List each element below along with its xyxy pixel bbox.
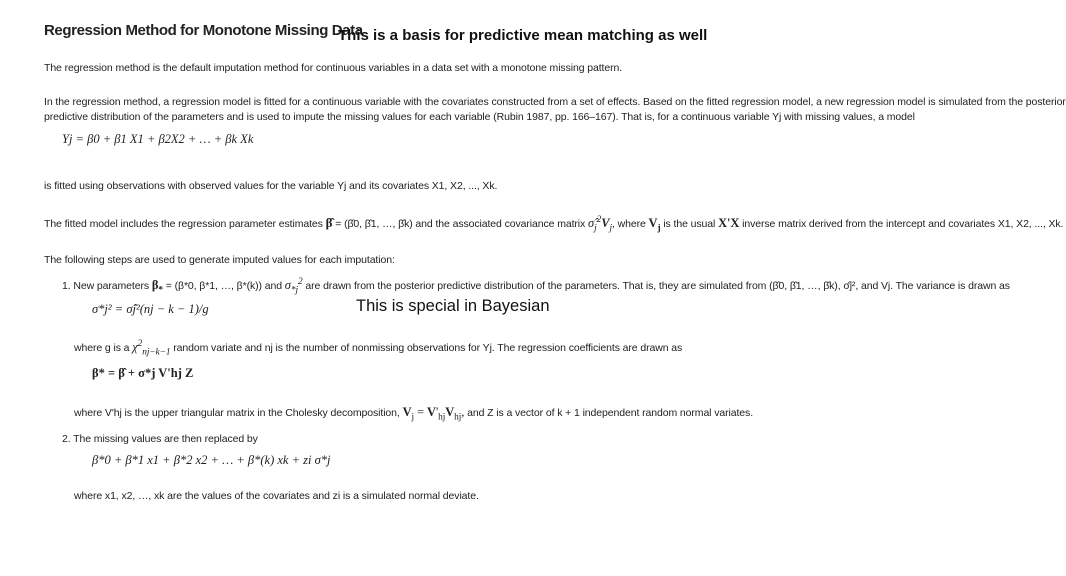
equation-variance-draw: σ*j² = σ̂j²(nj − k − 1)/g bbox=[92, 302, 209, 316]
step2-where: where x1, x2, …, xk are the values of the covariates and zi is a simulated normal deviate. bbox=[74, 490, 479, 502]
paragraph-intro: The regression method is the default imputation method for continuous variables in a data set with a monotone missing pattern. bbox=[44, 62, 623, 74]
equation-beta-draw: β* = β̂ + σ*j V'hj Z bbox=[92, 366, 194, 380]
cholesky-equation: $V_j = V'_{hj}V_{hj}$, bbox=[402, 405, 465, 423]
step-1 bbox=[62, 276, 1010, 296]
covariance-symbol: $\sigmâ_j^2V_j$ bbox=[588, 214, 612, 234]
paragraph-method-line2: predictive distribution of the parameters and is used to impute the missing values for each variable (Rubin 1987, pp. 166–167). That is, for a continuous variable Yj with missing values, a model bbox=[44, 111, 915, 123]
chi-square-symbol: $\chi^2_{nj-k-1}$ bbox=[132, 338, 171, 358]
equation-replacement: β*0 + β*1 x1 + β*2 x2 + … + β*(k) xk + zi σ*j bbox=[92, 453, 331, 467]
fitted-model-text-d: is the usual bbox=[663, 218, 716, 230]
step1-where1-text-a: where g is a bbox=[74, 342, 130, 354]
fitted-model-text-e: inverse matrix derived from the intercept and covariates X1, X2, ..., Xk. bbox=[742, 218, 1064, 230]
fitted-model-text-b: = (β̂0, β̂1, …, β̂k) and the associated covariance matrix bbox=[335, 218, 586, 230]
page-title: Regression Method for Monotone Missing Data bbox=[44, 22, 363, 39]
annotation-predictive-mean-matching: This is a basis for predictive mean matching as well bbox=[338, 27, 708, 44]
paragraph-fitted-model bbox=[44, 214, 1064, 234]
annotation-bayesian: This is special in Bayesian bbox=[356, 297, 550, 315]
step1-where2-text-a: where V'hj is the upper triangular matrix in the Cholesky decomposition, bbox=[74, 407, 400, 419]
xtx-symbol: X'X bbox=[718, 216, 740, 230]
step1-where2-text-b: and Z is a vector of k + 1 independent random normal variates. bbox=[467, 407, 754, 419]
step1-text-b: = (β*0, β*1, …, β*(k)) and bbox=[165, 280, 282, 292]
step1-text-c: are drawn from the posterior predictive distribution of the parameters. That is, they are simulated from (β̂0, β̂1, …, β̂k), σ̂j², and Vj. The variance is drawn as bbox=[305, 280, 1010, 292]
step1-where1-text-b: random variate and nj is the number of nonmissing observations for Yj. The regression coefficients are drawn as bbox=[173, 342, 683, 354]
fitted-model-text-c: , where bbox=[611, 218, 646, 230]
beta-star-symbol: $\beta_*$ bbox=[151, 278, 163, 296]
sigma-star-symbol: $\sigma_{*j}^2$ bbox=[284, 276, 303, 296]
v-symbol: $V_j$ bbox=[648, 216, 661, 234]
step1-where-chi bbox=[74, 338, 683, 358]
step-2: 2. The missing values are then replaced by bbox=[62, 433, 258, 445]
paragraph-method-line1: In the regression method, a regression model is fitted for a continuous variable with the covariates constructed from a set of effects. Based on the fitted regression model, a new regression model is simulated from the posterior bbox=[44, 96, 1066, 108]
fitted-model-text-a: The fitted model includes the regression parameter estimates bbox=[44, 218, 323, 230]
paragraph-fitted-using: is fitted using observations with observed values for the variable Yj and its covariates X1, X2, ..., Xk. bbox=[44, 180, 498, 192]
step1-where-cholesky bbox=[74, 405, 754, 423]
beta-hat-symbol: β̂ bbox=[325, 215, 333, 230]
paragraph-steps-intro: The following steps are used to generate imputed values for each imputation: bbox=[44, 254, 395, 266]
equation-regression-model: Yj = β0 + β1 X1 + β2X2 + … + βk Xk bbox=[62, 132, 254, 146]
step1-text-a: 1. New parameters bbox=[62, 280, 150, 292]
